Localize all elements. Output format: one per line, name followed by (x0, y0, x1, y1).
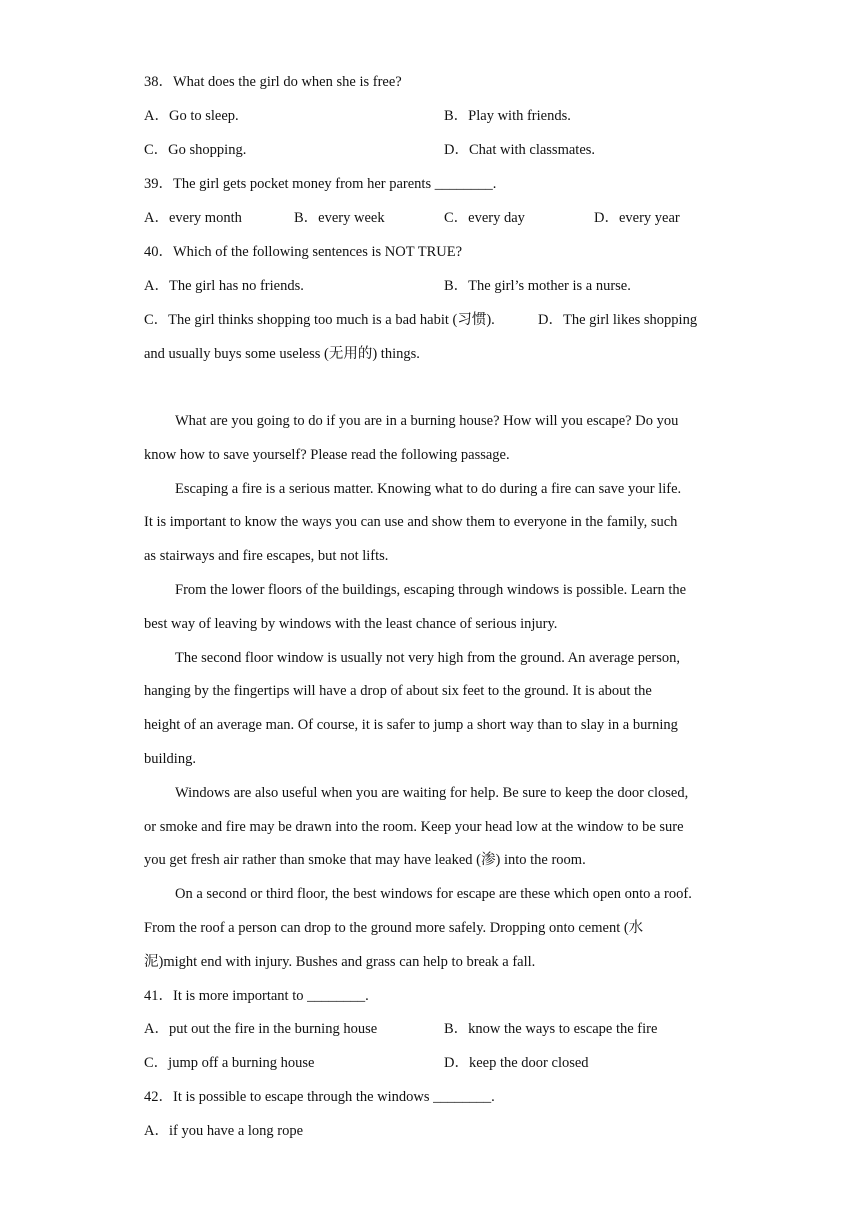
passage-line: Windows are also useful when you are waiting for help. Be sure to keep the door closed, (175, 785, 689, 801)
passage-line: From the roof a person can drop to the ground more safely. Dropping onto cement (水 (144, 920, 644, 936)
q41-option-c: C．jump off a burning house (144, 1055, 315, 1071)
q39-option-b: B．every week (294, 210, 385, 226)
passage-line: you get fresh air rather than smoke that may have leaked (渗) into the room. (144, 852, 586, 868)
q38-option-b: B．Play with friends. (444, 108, 571, 124)
question-42: 42．It is possible to escape through the windows ________. (144, 1089, 495, 1105)
q39-option-d: D．every year (594, 210, 680, 226)
question-41: 41．It is more important to ________. (144, 988, 369, 1004)
q40-option-a: A．The girl has no friends. (144, 278, 304, 294)
q39-option-c: C．every day (444, 210, 525, 226)
q38-option-a: A．Go to sleep. (144, 108, 239, 124)
q40-option-c: C．The girl thinks shopping too much is a bad habit (习惯). (144, 312, 495, 328)
q40-option-d-continued: and usually buys some useless (无用的) things. (144, 346, 420, 362)
passage-line: height of an average man. Of course, it is safer to jump a short way than to slay in a burning (144, 717, 678, 733)
q41-option-b: B．know the ways to escape the fire (444, 1021, 658, 1037)
q40-option-b: B．The girl’s mother is a nurse. (444, 278, 631, 294)
question-39: 39．The girl gets pocket money from her parents ________. (144, 176, 497, 192)
q38-option-c: C．Go shopping. (144, 142, 247, 158)
passage-line: On a second or third floor, the best windows for escape are these which open onto a roof. (175, 886, 692, 902)
passage-line: best way of leaving by windows with the least chance of serious injury. (144, 616, 558, 632)
q41-option-d: D．keep the door closed (444, 1055, 589, 1071)
passage-line: as stairways and fire escapes, but not lifts. (144, 548, 389, 564)
question-40: 40．Which of the following sentences is NOT TRUE? (144, 244, 463, 260)
passage-line: What are you going to do if you are in a burning house? How will you escape? Do you (175, 413, 679, 429)
q40-option-d: D．The girl likes shopping (538, 312, 698, 328)
passage-line: 泥)might end with injury. Bushes and grass can help to break a fall. (144, 954, 536, 970)
passage-line: hanging by the fingertips will have a drop of about six feet to the ground. It is about the (144, 683, 652, 699)
passage-line: From the lower floors of the buildings, escaping through windows is possible. Learn the (175, 582, 687, 598)
q39-option-a: A．every month (144, 210, 242, 226)
question-38: 38．What does the girl do when she is free? (144, 74, 402, 90)
passage-line: know how to save yourself? Please read the following passage. (144, 447, 510, 463)
passage-line: Escaping a fire is a serious matter. Knowing what to do during a fire can save your life. (175, 481, 682, 497)
q42-option-a: A．if you have a long rope (144, 1123, 304, 1139)
passage-line: or smoke and fire may be drawn into the room. Keep your head low at the window to be sure (144, 819, 684, 835)
passage-line: The second floor window is usually not very high from the ground. An average person, (175, 650, 680, 666)
passage-line: building. (144, 751, 196, 767)
q41-option-a: A．put out the fire in the burning house (144, 1021, 378, 1037)
passage-line: It is important to know the ways you can use and show them to everyone in the family, such (144, 514, 678, 530)
q38-option-d: D．Chat with classmates. (444, 142, 596, 158)
